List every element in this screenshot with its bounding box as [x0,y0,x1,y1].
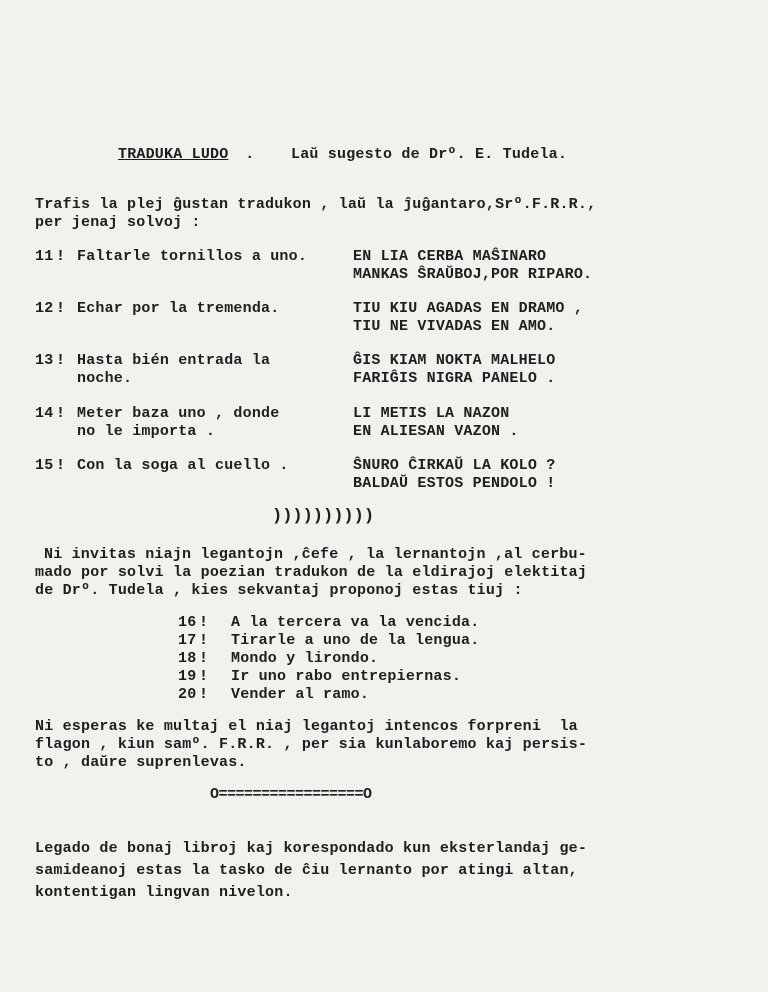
entry-esperanto: BALDAŬ ESTOS PENDOLO ! [353,475,556,492]
proposal-bullet: ! [199,632,209,649]
entry-spanish: no le importa . [77,423,216,440]
entry-spanish: Faltarle tornillos a uno. [77,248,308,265]
invite-line-3: de Drº. Tudela , kies sekvantaj proponoj estas tiuj : [35,582,523,599]
page-subtitle: Laŭ sugesto de Drº. E. Tudela. [291,146,568,163]
invite-line-2: mado por solvi la poezian tradukon de la eldirajoj elektitaj [35,564,588,581]
entry-spanish: noche. [77,370,133,387]
proposal-bullet: ! [199,614,209,631]
proposal-text: Vender al ramo. [231,686,370,703]
entry-bullet: ! [56,405,66,422]
proposal-number: 17 [178,632,197,649]
entry-esperanto: LI METIS LA NAZON [353,405,510,422]
proposal-text: Mondo y lirondo. [231,650,379,667]
proposal-bullet: ! [199,650,209,667]
page-title: TRADUKA LUDO [118,146,229,163]
entry-bullet: ! [56,248,66,265]
proposal-text: A la tercera va la vencida. [231,614,480,631]
divider-line: O=================O [210,786,372,803]
entry-esperanto: ŜNURO ĈIRKAŬ LA KOLO ? [353,457,556,474]
entry-bullet: ! [56,352,66,369]
intro-line-1: Trafis la plej ĝustan tradukon , laŭ la ĵuĝantaro,Srº.F.R.R., [35,196,597,213]
proposal-bullet: ! [199,668,209,685]
proposal-bullet: ! [199,686,209,703]
closing-line-3: kontentigan lingvan nivelon. [35,884,293,901]
proposal-number: 19 [178,668,197,685]
hope-line-1: Ni esperas ke multaj el niaj legantoj intencos forpreni la [35,718,578,735]
entry-number: 12 [35,300,54,317]
proposal-number: 16 [178,614,197,631]
entry-number: 11 [35,248,54,265]
closing-line-2: samideanoj estas la tasko de ĉiu lernanto por atingi altan, [35,862,578,879]
entry-spanish: Echar por la tremenda. [77,300,280,317]
entry-esperanto: EN ALIESAN VAZON . [353,423,519,440]
entry-bullet: ! [56,300,66,317]
entry-esperanto: TIU KIU AGADAS EN DRAMO , [353,300,584,317]
entry-esperanto: TIU NE VIVADAS EN AMO. [353,318,556,335]
hope-line-3: to , daŭre suprenlevas. [35,754,247,771]
hope-line-2: flagon , kiun samº. F.R.R. , per sia kunlaboremo kaj persis- [35,736,588,753]
ornament-separator: )))))))))) [272,507,375,526]
entry-spanish: Hasta bién entrada la [77,352,271,369]
proposal-text: Tirarle a uno de la lengua. [231,632,480,649]
entry-spanish: Meter baza uno , donde [77,405,280,422]
entry-spanish: Con la soga al cuello . [77,457,289,474]
entry-bullet: ! [56,457,66,474]
entry-esperanto: MANKAS ŜRAŬBOJ,POR RIPARO. [353,266,593,283]
entry-esperanto: EN LIA CERBA MAŜINARO [353,248,547,265]
proposal-number: 18 [178,650,197,667]
entry-esperanto: ĜIS KIAM NOKTA MALHELO [353,352,556,369]
entry-number: 13 [35,352,54,369]
invite-line-1: Ni invitas niajn legantojn ,ĉefe , la lernantojn ,al cerbu- [44,546,587,563]
intro-line-2: per jenaj solvoj : [35,214,201,231]
entry-number: 15 [35,457,54,474]
proposal-text: Ir uno rabo entrepiernas. [231,668,462,685]
proposal-number: 20 [178,686,197,703]
title-suffix: . [236,146,255,163]
closing-line-1: Legado de bonaj libroj kaj korespondado kun eksterlandaj ge- [35,840,588,857]
entry-number: 14 [35,405,54,422]
entry-esperanto: FARIĜIS NIGRA PANELO . [353,370,556,387]
